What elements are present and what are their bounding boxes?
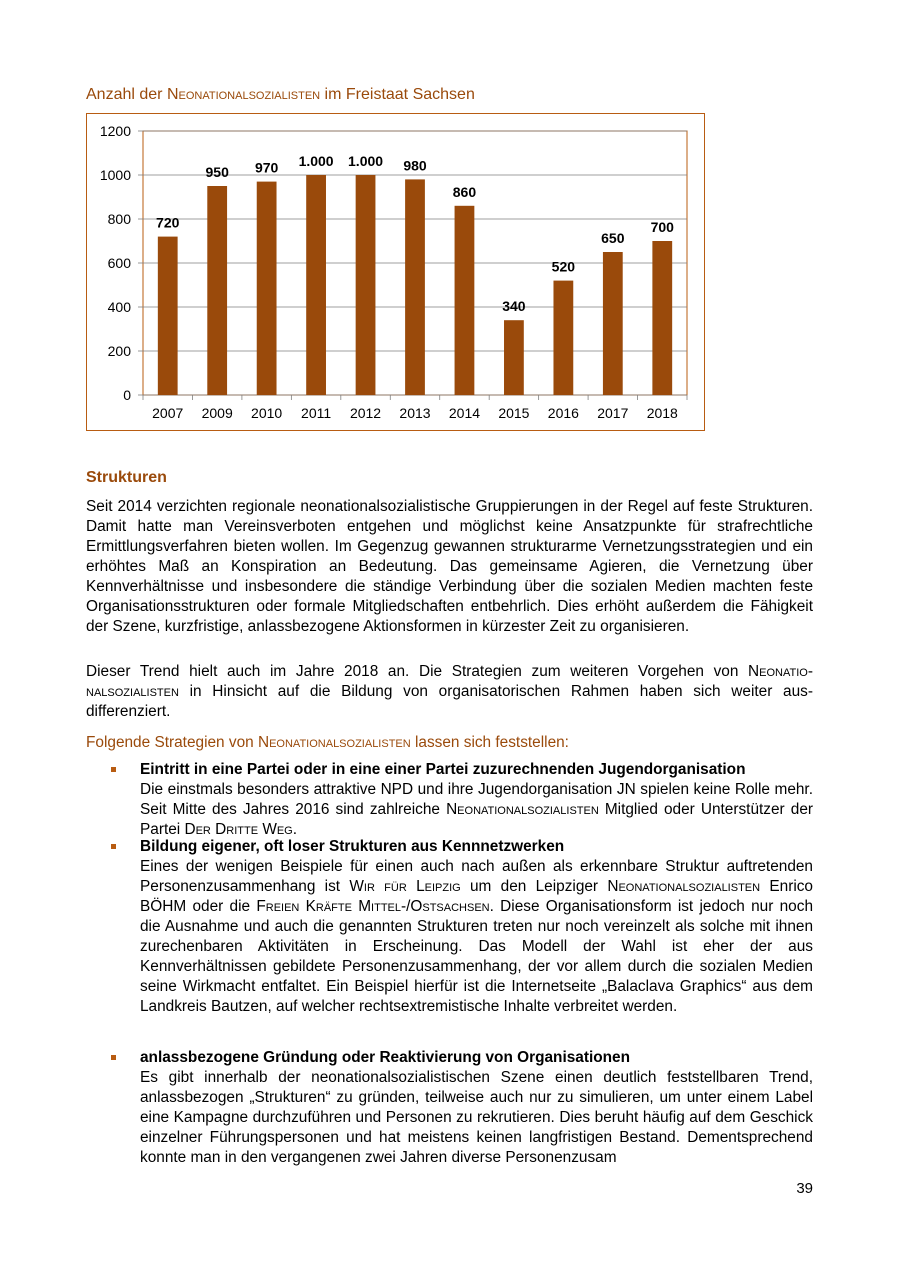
bar [553,281,573,395]
data-label: 1.000 [348,153,384,169]
data-label: 860 [452,183,477,200]
bar [207,186,227,395]
bar [652,241,672,395]
strategies-intro-text-b: lassen sich feststellen: [410,734,569,751]
x-tick-label: 2017 [597,405,629,421]
x-tick-label: 2011 [301,405,332,421]
x-tick-label: 2012 [349,405,382,421]
data-label: 520 [551,258,576,275]
bullet-square-icon [111,844,116,849]
list-item-heading: Eintritt in eine Partei oder in eine einer Partei zuzurechnenden Jugendorganisation [140,761,746,778]
x-tick-label: 2010 [251,405,283,421]
bar-chart [87,114,704,430]
list-item-text-part: um den Leipziger [460,878,608,895]
x-tick-label: 2015 [498,405,530,421]
list-item-term: Freien Kräfte Mittel-/Ostsachsen [256,898,490,915]
x-tick-label: 2009 [201,405,233,421]
y-tick-label: 800 [107,211,131,227]
y-tick-label: 1000 [99,167,131,183]
paragraph-2-text-a: Dieser Trend hielt auch im Jahre 2018 an. Die Strategien zum weiteren Vorgehen von [86,663,749,680]
page-number: 39 [796,1180,813,1197]
bullet-square-icon [111,1055,116,1060]
list-item-heading: anlassbezogene Gründung oder Reaktivierung von Organisationen [140,1049,631,1066]
list-item-term: Neonationalsozialisten [607,878,761,895]
data-label: 1.000 [298,153,334,169]
paragraph-2 [86,662,813,722]
data-label: 700 [650,219,674,235]
list-item [114,837,813,1017]
chart-title [86,86,475,104]
strategies-intro [86,733,813,753]
list-item-text [140,780,813,840]
paragraph-2-text-b: in Hinsicht auf die Bildung von organisatorischen Rahmen haben sich weiter ausdifferenziert. [86,683,813,720]
y-tick-label: 600 [107,255,131,271]
bar [257,182,277,395]
list-item [114,760,813,840]
list-item-text-part: Enrico BÖHM oder die [140,878,813,915]
data-label: 950 [205,164,229,180]
bar [306,175,326,395]
data-label: 720 [156,214,180,231]
list-item-text-part: . [292,821,298,838]
list-item-text-part: . Diese Organisationsform ist jedoch nur noch die Ausnahme und auch die genannten Strukturen treten nur noch vereinzelt als solche mit ihnen zurechenbaren Aktivitäten in Erscheinung. Das Modell der Wahl ist eher der aus Kennverhältnissen gebildete Personenzusammenhang, der vor allem durch die sozialen Medien seine Wirkmacht entfaltet. Ein Beispiel hierfür ist die Internetseite „Balaclava Graphics“ aus dem Landkreis Bautzen, auf welcher rechtsextremistische Inhalte verbreitet werden. [140,898,813,1015]
list-item-heading: Bildung eigener, oft loser Strukturen aus Kennnetzwerken [140,838,565,855]
y-tick-label: 1200 [99,123,131,139]
bar [455,206,475,395]
list-item-term: Der Dritte Weg [184,821,293,838]
list-item-text-part: Eines der wenigen Beispiele für einen auch nach außen als erkennbare Struktur auftretenden Personenzusammenhang ist [140,858,813,895]
list-item [114,1048,813,1168]
data-label: 980 [403,157,427,174]
bar [603,252,623,395]
data-label: 970 [254,159,279,176]
list-item-term: Wir für Leipzig [349,878,461,895]
y-tick-label: 0 [123,387,131,403]
list-item-text-part: Die einstmals besonders attraktive NPD und ihre Jugendorganisation JN spielen keine Rolle mehr. Seit Mitte des Jahres 2016 sind zahlreiche [140,781,813,818]
strategies-intro-text-a: Folgende Strategien von [86,734,258,751]
chart-frame [86,113,705,431]
paragraph-1: Seit 2014 verzichten regionale neonationalsozialistische Gruppierungen in der Regel auf feste Strukturen. Damit hatte man Vereinsverboten entgehen und möglichst keine Ansatzpunkte für strafrechtliche Ermittlungsverfahren bieten wollen. Im Gegenzug gewannen strukturarme Vernetzungsstrategien und ein erhöhtes Maß an Konspiration an Bedeutung. Das gemeinsame Agieren, die Vernetzung über Kennverhältnisse und insbesondere die ständige Verbindung über die sozialen Medien machten feste Organisationsstrukturen oder formale Mitgliedschaften entbehrlich. Dies erhöht außerdem die Fähigkeit der Szene, kurzfristige, anlassbezogene Aktionsformen in kürzester Zeit zu organisieren. [86,498,813,635]
strategies-intro-term: Neonationalsozialisten [257,734,411,751]
list-item-text-part: Mitglied oder Unterstützer der Partei [140,801,813,838]
bullet-square-icon [111,767,116,772]
list-item-text: Es gibt innerhalb der neonationalsozialistischen Szene einen deutlich feststellbaren Trend, anlassbezogen „Strukturen“ zu gründen, teilweise auch nur zu simulieren, um unter einem Label eine Kampagne durchzuführen und Personen zu rekrutieren. Dies beruht häufig auf dem Geschick einzelner Führungspersonen und hat meistens keinen langfristigen Bestand. Dementsprechend konnte man in den vergangenen zwei Jahren diverse Personenzusam [140,1069,813,1166]
x-tick-label: 2018 [646,405,678,421]
data-label: 650 [601,230,625,246]
y-tick-label: 400 [107,299,131,315]
bar [504,320,524,395]
paragraph-2-term: Neonationalsozialisten [86,663,813,700]
x-tick-label: 2013 [399,405,431,421]
chart-title-prefix: Anzahl der [86,86,167,103]
data-label: 340 [502,298,526,315]
list-item-text [140,857,813,1017]
chart-title-suffix: im Freistaat Sachsen [320,86,475,103]
section-heading: Strukturen [86,469,167,486]
bar [356,175,376,395]
x-tick-label: 2007 [152,405,184,421]
x-tick-label: 2014 [448,405,481,421]
x-tick-label: 2016 [547,405,579,421]
chart-title-term: Neonationalsozialisten [166,86,321,103]
bar [158,237,178,395]
y-tick-label: 200 [107,343,131,359]
list-item-term: Neonationalsozialisten [446,801,599,818]
bar [405,179,425,395]
